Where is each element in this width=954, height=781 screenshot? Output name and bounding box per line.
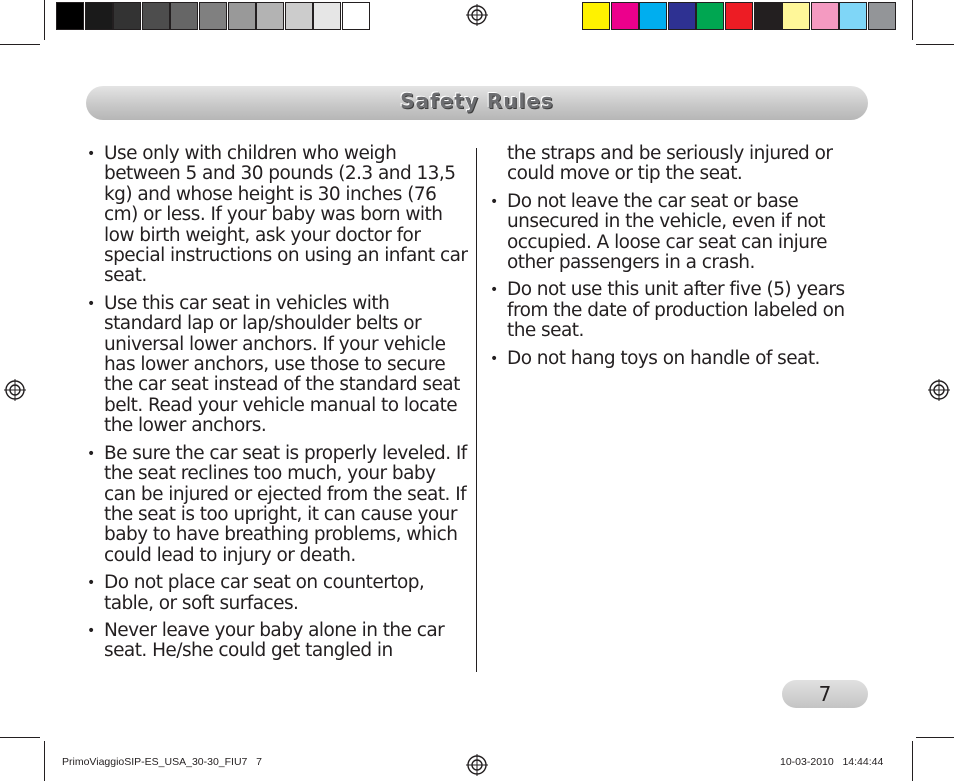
- color-swatch: [582, 2, 610, 30]
- page-title: Safety Rules: [400, 89, 554, 113]
- color-swatch: [725, 2, 753, 30]
- safety-rules-list-right: [487, 192, 872, 369]
- crop-mark: [44, 741, 45, 781]
- color-swatch: [142, 2, 170, 30]
- bullet-icon: •: [490, 350, 498, 367]
- print-slug-filename: PrimoViaggioSIP-ES_USA_30-30_FIU7 7: [62, 756, 262, 768]
- color-swatch: [285, 2, 313, 30]
- bullet-icon: •: [87, 146, 95, 162]
- safety-rules-list-left: [84, 144, 470, 662]
- crop-mark: [912, 741, 913, 781]
- crop-mark: [916, 44, 954, 45]
- list-item: • Do not leave the car seat or base unsecured in the vehicle, even if not occupied. A loose car seat can injure other passengers in a crash.: [490, 190, 827, 274]
- crop-mark: [912, 0, 913, 40]
- color-swatch: [639, 2, 667, 30]
- color-swatch: [342, 2, 370, 30]
- color-swatch: [811, 2, 839, 30]
- list-item: • Use this car seat in vehicles with standard lap or lap/shoulder belts or universal lower anchors. If your vehicle has lower anchors, use those to secure the car seat instead of the standard seat belt. Read your vehicle manual to locate the lower anchors.: [87, 292, 460, 437]
- registration-mark-icon: [4, 379, 26, 401]
- bullet-icon: •: [87, 295, 95, 312]
- crop-mark: [0, 44, 40, 45]
- crop-mark: [916, 737, 954, 738]
- section-title-bar: [86, 86, 868, 120]
- color-swatch: [313, 2, 341, 30]
- registration-mark-icon: [466, 754, 488, 776]
- list-item: • Do not place car seat on countertop, table, or soft surfaces.: [87, 572, 425, 614]
- list-item: • Use only with children who weigh between 5 and 30 pounds (2.3 and 13,5 kg) and whose height is 30 inches (76 cm) or less. If your baby was born with low birth weight, ask your doctor for special instructions on using an infant car seat.: [87, 143, 468, 287]
- right-column: [487, 144, 872, 376]
- color-swatch: [113, 2, 141, 30]
- crop-mark: [44, 0, 45, 40]
- crop-mark: [0, 737, 40, 738]
- color-swatch: [668, 2, 696, 30]
- color-swatch: [170, 2, 198, 30]
- column-divider: [476, 148, 477, 672]
- registration-mark-icon: [928, 379, 950, 401]
- list-item: • Do not hang toys on handle of seat.: [490, 347, 820, 369]
- color-swatch: [56, 2, 84, 30]
- bullet-icon: •: [490, 282, 498, 299]
- color-swatch: [696, 2, 724, 30]
- bullet-icon: •: [87, 575, 95, 592]
- list-item: • Be sure the car seat is properly leveled. If the seat reclines too much, your baby can be injured or ejected from the seat. If the seat is too upright, it can cause your baby to have breathing problems, which could lead to injury or death.: [87, 442, 467, 566]
- bullet-icon: •: [87, 445, 95, 462]
- list-item: • Never leave your baby alone in the car seat. He/she could get tangled in: [87, 619, 445, 662]
- page-number: 7: [818, 682, 832, 706]
- color-swatch: [839, 2, 867, 30]
- bullet-icon: •: [490, 193, 498, 210]
- color-swatch: [85, 2, 113, 30]
- page-number-badge: [782, 680, 868, 708]
- color-swatch: [256, 2, 284, 30]
- left-column: [84, 144, 470, 669]
- color-swatch: [228, 2, 256, 30]
- color-swatch: [868, 2, 896, 30]
- color-swatch: [199, 2, 227, 30]
- registration-mark-icon: [466, 4, 488, 26]
- color-swatch: [782, 2, 810, 30]
- bullet-icon: •: [87, 622, 95, 639]
- color-swatch: [754, 2, 782, 30]
- color-swatch: [611, 2, 639, 30]
- continued-text: the straps and be seriously injured or could move or tip the seat.: [507, 143, 833, 185]
- print-slug-datetime: 10-03-2010 14:44:44: [780, 756, 884, 768]
- list-item: • Do not use this unit after five (5) years from the date of production labeled on the seat.: [490, 279, 845, 342]
